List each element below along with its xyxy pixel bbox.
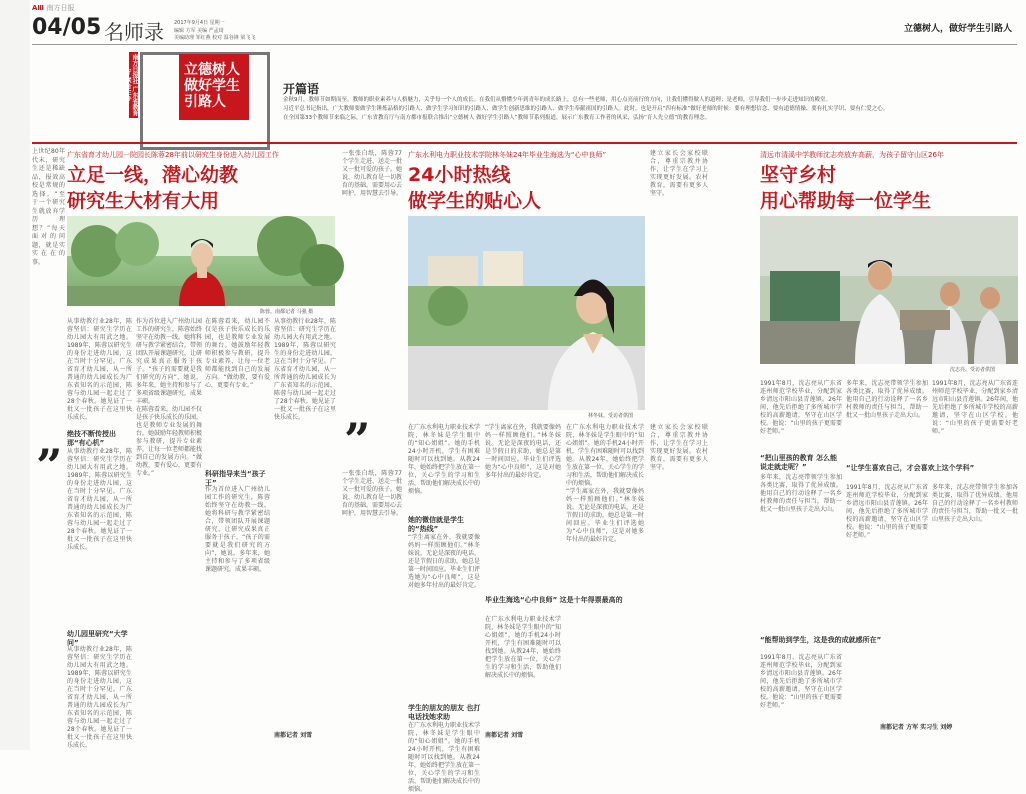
article1-subhead-1: 绝技不断传授出那“有心机” (67, 430, 116, 447)
date-line: 2017年9月4日 星期一 (174, 20, 225, 26)
article1-subhead-3: 科研指导来当“孩子王” (205, 470, 266, 487)
article2-photo-credit: 林冬妹。受访者供图 (588, 413, 634, 419)
article1-headline-2: 研究生大材有大用 (67, 190, 220, 212)
article1-photo-scene (67, 216, 335, 306)
article2-col1c: 在广东水利电力职业技术学院，林冬妹是学生眼中的“知心姐姐”。她的手机24小时开机，学生有困难随时可以找到她。从教24年，她始终把学生放在第一位，关心学生的学习和生活，帮助他们解决成长中的烦恼。 (408, 722, 481, 793)
article2-col3: 在广东水利电力职业技术学院，林冬妹是学生眼中的“知心姐姐”。她的手机24小时开机，学生有困难随时可以找到她。从教24年，她始终把学生放在第一位，关心学生的学习和生活，帮助他们解决成长中的烦恼。 “学生离家在外，我就要像妈妈一样照顾他们。”林冬妹说。无论是深夜的电话，还是节假日的求助，她总是第一时间回应。毕业生们评选她为“心中良师”，这是对她多年付出的最好肯定。 (566, 424, 645, 543)
article3-kicker: 清远市清溪中学教师沈志亮放弃高薪，为孩子留守山区26年 (760, 151, 944, 159)
header-slogan: 立德树人，做好学生引路人 (903, 24, 1012, 34)
article3-headline-1: 坚守乡村 (760, 164, 837, 186)
masthead (32, 3, 1012, 43)
article3-col3b: 多年来，沈志亮带领学生参加各类比赛，取得了优异成绩。他用自己的行动诠释了一名乡村教师的责任与担当，帮助一批又一批山里孩子走出大山。 (932, 484, 1018, 523)
banner-bottom-rule (32, 142, 1017, 144)
article3-photo (760, 216, 1018, 364)
article2-kicker: 广东水利电力职业技术学院林冬妹24年毕业生海选为“心中良师” (408, 151, 607, 159)
banner-title: 立德树人 做好学生 引路人 (184, 62, 240, 110)
left-margin-text: 上世纪80年代末，研究生还是稀缺品，报效高校是常规的选择。“至于一个研究生就放弃学历理想？”每天面对的问题，就是实实在在的事。 (32, 148, 65, 266)
article1-subhead-2: 幼儿园里研究“大学问” (67, 630, 128, 647)
article3-side-col-b: 建立家长会家校联合，尊重宗教并协作，让学生在学习上实现更好发展。农村教育，需要有更多人坚守。 (650, 424, 708, 471)
article3-col1c: 1991年8月，沈志亮从广东省连州师范学校毕业，分配到家乡清远市阳山县青莲镇。26年间，他先后拒绝了多所城市学校的高薪邀请，坚守在山区学校。他说：“山里的孩子更需要好老师。” (760, 654, 842, 709)
article2-col1b: “学生离家在外，我就要像妈妈一样照顾他们。”林冬妹说。无论是深夜的电话，还是节假日的求助，她总是第一时间回应。毕业生们评选她为“心中良师”，这是对她多年付出的最好肯定。 (408, 534, 481, 589)
article2-subhead-3: 毕业生海选“心中良师” 这是十年得票最高的 (485, 596, 623, 604)
article1-col1: 从事幼教行业28年，陈蓉坚信：研究生学历在幼儿园大有用武之地。1989年，陈蓉以研究生的身份走进幼儿园，这在当时十分罕见。广东省育才幼儿园，从一所普通的幼儿园成长为广东省知名的示范园，陈蓉与幼儿园一起走过了28个春秋。她见证了一批又一批孩子在这里快乐成长。 (67, 318, 132, 421)
article3-col1: 1991年8月，沈志亮从广东省连州师范学校毕业，分配到家乡清远市阳山县青莲镇。26年间，他先后拒绝了多所城市学校的高薪邀请，坚守在山区学校。他说：“山里的孩子更需要好老师。” (760, 380, 842, 435)
article1-photo (67, 216, 335, 306)
article2-col1: 在广东水利电力职业技术学院，林冬妹是学生眼中的“知心姐姐”。她的手机24小时开机，学生有困难随时可以找到她。从教24年，她始终把学生放在第一位，关心学生的学习和生活，帮助他们解决成长中的烦恼。 (408, 424, 481, 495)
page-number: 04/05 (32, 15, 102, 40)
newspaper-name: 南方日报 (46, 4, 75, 12)
article3-side-col: 建立家长会家校联合，尊重宗教并协作，让学生在学习上实现更好发展。农村教育，需要有更多人坚守。 (650, 150, 708, 197)
intro-text (283, 96, 1013, 136)
article2-photo-scene (408, 216, 645, 410)
article1-col2: 作为首位进入广州幼儿园工作的研究生，陈蓉始终坚守在幼教一线。她将科研与教学紧密结合，带领团队开展课题研究，让研究成果真正服务于孩子。“孩子的需要就是我们研究的方向”，她说。多年来，她主持和参与了多项省级课题研究，成果丰硕。 在陈蓉看来，幼儿园不仅是孩子快乐成长的乐园，也是教师专业发展的舞台。她鼓励年轻教师积极参与教研，提升专业素养，让每一位老师都能找到自己的发展方向。“做幼教，要有爱心，更要有专业。” (136, 318, 203, 477)
article1-side-col: 一张张白纸，陈蓉77个学生走进、送走一批又一批可爱的孩子。她说，幼儿教育是一切教育的基础，需要用心去呵护，用智慧去引导。 (342, 150, 403, 197)
article2-subhead-4: 学生的朋友的朋友 也打电话找她求助 (408, 704, 481, 721)
article3-col2: 多年来，沈志亮带领学生参加各类比赛，取得了优异成绩。他用自己的行动诠释了一名乡村教师的责任与担当，帮助一批又一批山里孩子走出大山。 (846, 380, 928, 419)
article3-subhead-3: “能帮助到学生，这是我的成就感所在” (760, 636, 882, 644)
left-quote-mark: ” (36, 439, 57, 493)
article2-photo (408, 216, 645, 410)
intro-paragraph-3: 在全国第33个教师节来临之际，广东省教育厅与南方都市报联合推出“立德树人 做好学生引路人”教师节系列报道，展示广东教育工作者的风采，弘扬“育人先立德”的教育理念。 (283, 115, 711, 121)
article3-col2b: 1991年8月，沈志亮从广东省连州师范学校毕业，分配到家乡清远市阳山县青莲镇。26年间，他先后拒绝了多所城市学校的高薪邀请，坚守在山区学校。他说：“山里的孩子更需要好老师。” (846, 484, 928, 539)
article3-photo-credit: 沈志亮。受访者供图 (950, 367, 996, 373)
page-tag (32, 3, 102, 13)
intro-heading: 开篇语 (283, 82, 320, 96)
article2-reporter: 南都记者 刘雪 (485, 732, 524, 739)
article1-reporter: 南都记者 刘雪 (274, 732, 313, 739)
article1-photo-credit: 陈蓉。南都记者 马强 摄 (260, 309, 314, 315)
article3-photo-scene (760, 216, 1018, 364)
article1-headline-1: 立足一线，潜心幼教 (67, 164, 239, 186)
middle-quote-mark: ” (344, 413, 365, 467)
article1-col1c: 从事幼教行业28年，陈蓉坚信：研究生学历在幼儿园大有用武之地。1989年，陈蓉以研究生的身份走进幼儿园，这在当时十分罕见。广东省育才幼儿园，从一所普通的幼儿园成长为广东省知名的示范园，陈蓉与幼儿园一起走过了28个春秋。她见证了一批又一批孩子在这里快乐成长。 (67, 646, 132, 749)
article2-col2: “学生离家在外，我就要像妈妈一样照顾他们。”林冬妹说。无论是深夜的电话，还是节假日的求助，她总是第一时间回应。毕业生们评选她为“心中良师”，这是对她多年付出的最好肯定。 (485, 424, 561, 479)
banner-side-label: 南方日报社 广东省教育厅 联合主办 (124, 53, 138, 117)
article3-subhead-2: “让学生喜欢自己，才会喜欢上这个学科” (846, 464, 975, 472)
article1-kicker: 广东省育才幼儿园一院园长陈蓉28年前以研究生身份进入幼儿园工作 (67, 151, 279, 159)
article2-col2b: 在广东水利电力职业技术学院，林冬妹是学生眼中的“知心姐姐”。她的手机24小时开机，学生有困难随时可以找到她。从教24年，她始终把学生放在第一位，关心学生的学习和生活，帮助他们解决成长中的烦恼。 (485, 616, 561, 679)
article3-headline-2: 用心帮助每一位学生 (760, 190, 932, 212)
section-title: 名师录 (104, 20, 164, 44)
intro-paragraph-2: 习近平总书记指出，广大教师要做学生锤炼品格的引路人、做学生学习知识的引路人、做学生创新思维的引路人、做学生奉献祖国的引路人。此时，也是开启“四有标准”做好老师的时候：要有理想信念、要有道德情操、要有扎实学识、要有仁爱之心。 (283, 106, 889, 112)
editors-line-2: 美编助理 邹红燕 校对 温谷锋 梁飞飞 (174, 35, 256, 41)
article3-subhead-1: “把山里孩的教育 怎么能说走就走呢？” (760, 454, 838, 471)
article3-reporter: 南都记者 方军 实习生 刘婷 (880, 724, 953, 731)
editors-line: 编辑 方军 美编 严孟琦 (174, 28, 224, 34)
article2-headline-1: 24小时热线 (408, 164, 511, 186)
article1-col1b: 从事幼教行业28年，陈蓉坚信：研究生学历在幼儿园大有用武之地。1989年，陈蓉以研究生的身份走进幼儿园，这在当时十分罕见。广东省育才幼儿园，从一所普通的幼儿园成长为广东省知名的示范园，陈蓉与幼儿园一起走过了28个春秋。她见证了一批又一批孩子在这里快乐成长。 (67, 448, 132, 551)
article1-col3: 在陈蓉看来，幼儿园不仅是孩子快乐成长的乐园，也是教师专业发展的舞台。她鼓励年轻教师积极参与教研，提升专业素养，让每一位老师都能找到自己的发展方向。“做幼教，要有爱心，更要有专业。” (205, 318, 270, 389)
article2-subhead-1: 她的微信就是学生的“热线” (408, 516, 464, 533)
article3-col1b: 多年来，沈志亮带领学生参加各类比赛，取得了优异成绩。他用自己的行动诠释了一名乡村教师的责任与担当，帮助一批又一批山里孩子走出大山。 (760, 474, 842, 513)
article2-headline-2: 做学生的贴心人 (408, 190, 542, 212)
header-rule (32, 44, 1017, 45)
article1-col4: 从事幼教行业28年，陈蓉坚信：研究生学历在幼儿园大有用武之地。1989年，陈蓉以研究生的身份走进幼儿园，这在当时十分罕见。广东省育才幼儿园，从一所普通的幼儿园成长为广东省知名的示范园，陈蓉与幼儿园一起走过了28个春秋。她见证了一批又一批孩子在这里快乐成长。 (274, 318, 336, 421)
left-edge-strip (0, 0, 30, 750)
intro-paragraph-1: 金秋9月，教师节如期而至。教师的职业素养与人格魅力，关乎每一个人的成长。在我们从懵懂少年到青年的成长路上，总有一些老师，用心点亮前行的方向，让我们懂得做人的道理；是老师，引导我们一步步走进知识的殿堂。 (283, 97, 832, 103)
logo-mark: AⅢ (32, 4, 45, 12)
article3-col3: 1991年8月，沈志亮从广东省连州师范学校毕业，分配到家乡清远市阳山县青莲镇。26年间，他先后拒绝了多所城市学校的高薪邀请，坚守在山区学校。他说：“山里的孩子更需要好老师。” (932, 380, 1018, 435)
article1-side-col-b: 一张张白纸，陈蓉77个学生走进、送走一批又一批可爱的孩子。她说，幼儿教育是一切教育的基础，需要用心去呵护，用智慧去引导。 (342, 470, 403, 517)
article1-col3b: 作为首位进入广州幼儿园工作的研究生，陈蓉始终坚守在幼教一线。她将科研与教学紧密结合，带领团队开展课题研究，让研究成果真正服务于孩子。“孩子的需要就是我们研究的方向”，她说。多年来，她主持和参与了多项省级课题研究，成果丰硕。 (205, 486, 270, 573)
